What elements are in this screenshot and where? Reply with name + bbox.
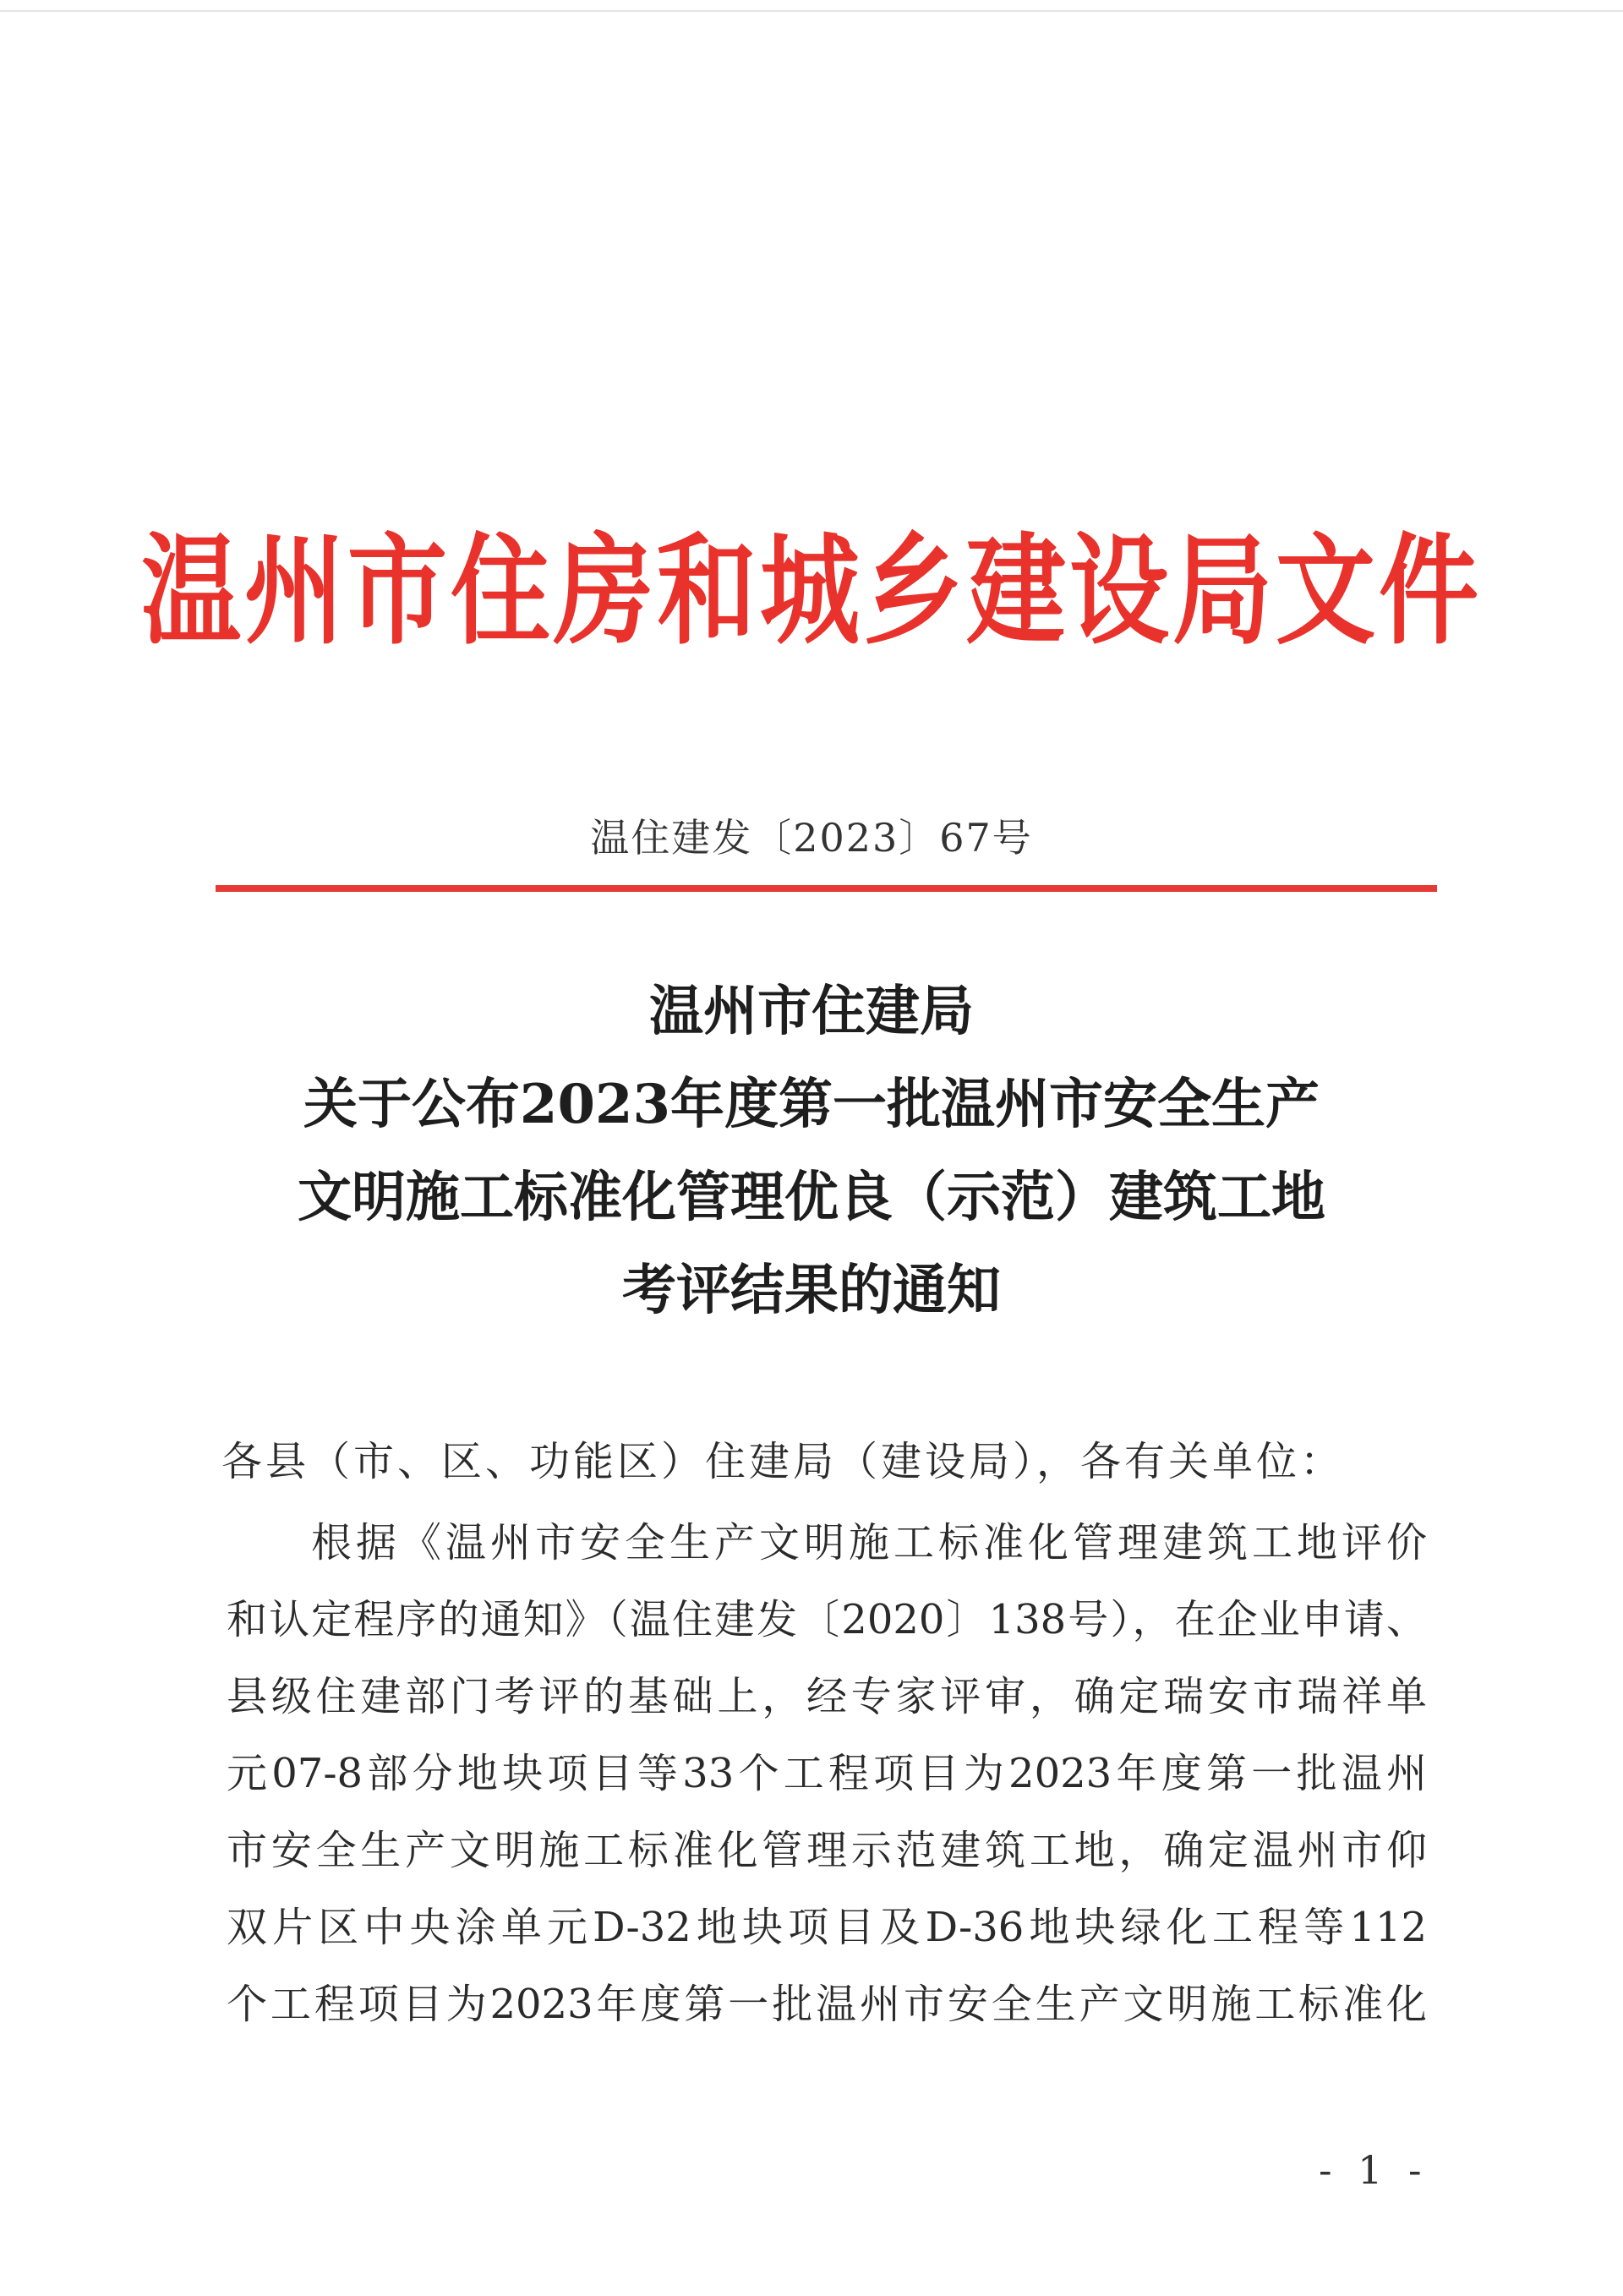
body-line-6: 双片区中央涂单元D-32地块项目及D-36地块绿化工程等112: [227, 1904, 1427, 1951]
title-line-4: 考评结果的通知: [622, 1259, 1001, 1322]
title-line-3: 文明施工标准化管理优良（示范）建筑工地: [298, 1166, 1325, 1229]
title-line-1: 温州市住建局: [649, 980, 974, 1043]
document-number: 温住建发〔2023〕67号: [590, 815, 1033, 861]
red-divider-rule: [216, 885, 1437, 892]
body-line-7: 个工程项目为2023年度第一批温州市安全生产文明施工标准化: [227, 1981, 1427, 2028]
body-line-3: 县级住建部门考评的基础上，经专家评审，确定瑞安市瑞祥单: [227, 1673, 1427, 1720]
notice-title: [169, 965, 1454, 1337]
body-line-1: 根据《温州市安全生产文明施工标准化管理建筑工地评价: [311, 1519, 1427, 1566]
scan-edge-line: [0, 10, 1623, 12]
body-line-4: 元07-8部分地块项目等33个工程项目为2023年度第一批温州: [227, 1750, 1427, 1797]
body-line-2: 和认定程序的通知》（温住建发〔2020〕138号），在企业申请、: [227, 1596, 1427, 1643]
title-line-2: 关于公布2023年度第一批温州市安全生产: [303, 1073, 1320, 1136]
addressee-line: 各县（市、区、功能区）住建局（建设局），各有关单位：: [221, 1438, 1345, 1485]
body-line-5: 市安全生产文明施工标准化管理示范建筑工地，确定温州市仰: [227, 1827, 1427, 1874]
masthead-title: 温州市住房和城乡建设局文件: [140, 521, 1482, 661]
page-number: - 1 -: [1319, 2147, 1429, 2193]
body-paragraph: [227, 1505, 1427, 2043]
